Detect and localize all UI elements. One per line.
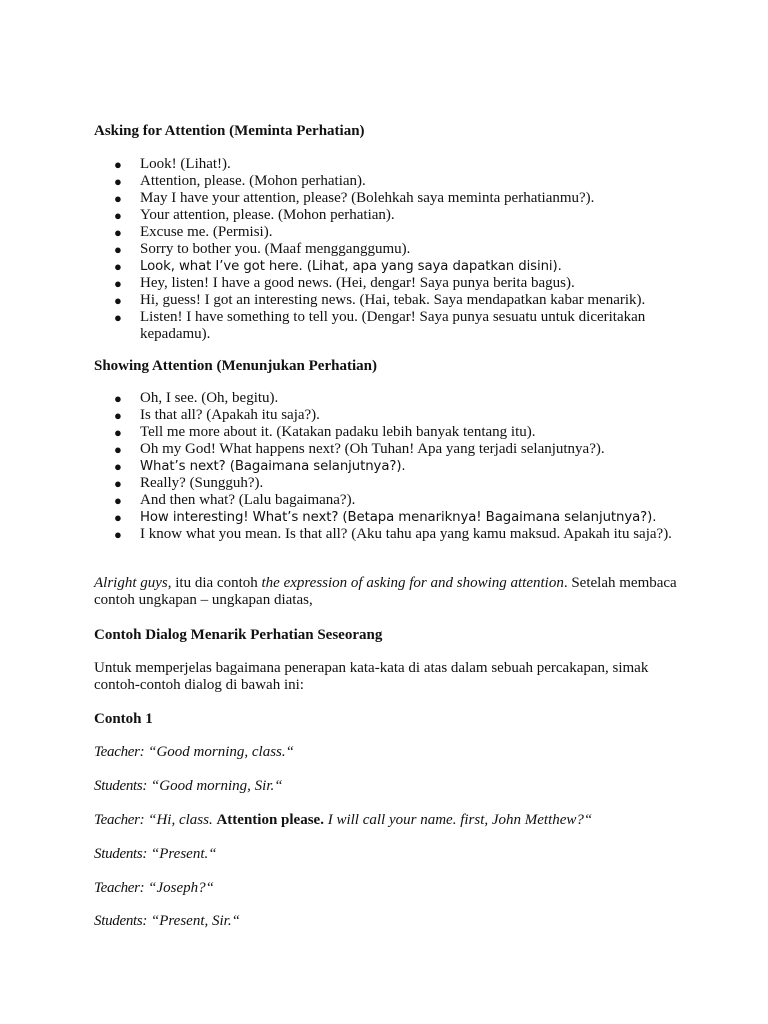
list-item: ● Is that all? (Apakah itu saja?).: [114, 407, 320, 423]
bullet-icon: ●: [114, 442, 122, 457]
dialog-line: Students: “Good morning, Sir.“: [94, 778, 283, 794]
bullet-icon: ●: [114, 225, 122, 240]
bullet-icon: ●: [114, 174, 122, 189]
bullet-icon: ●: [114, 493, 122, 508]
bullet-icon: ●: [114, 459, 122, 474]
dialog-line: Teacher: “Joseph?“: [94, 880, 214, 896]
bullet-icon: ●: [114, 391, 122, 406]
list-item: ● Really? (Sungguh?).: [114, 475, 264, 491]
list-item: ● Hey, listen! I have a good news. (Hei, dengar! Saya punya berita bagus).: [114, 275, 575, 291]
showing-attention-list: [94, 390, 684, 543]
bullet-icon: ●: [114, 208, 122, 223]
list-item: ● Attention, please. (Mohon perhatian).: [114, 173, 366, 189]
list-item: ● May I have your attention, please? (Bolehkah saya meminta perhatianmu?).: [114, 190, 595, 206]
intro-paragraph: Untuk memperjelas bagaimana penerapan kata-kata di atas dalam sebuah percakapan, simak contoh-contoh dialog di bawah ini:: [94, 660, 649, 693]
list-item: ● Look! (Lihat!).: [114, 156, 231, 172]
dialog-line: Teacher: “Good morning, class.“: [94, 744, 294, 760]
bullet-icon: ●: [114, 157, 122, 172]
bullet-icon: ●: [114, 259, 122, 274]
asking-attention-list: [94, 156, 684, 343]
bullet-icon: ●: [114, 242, 122, 257]
list-item: ● Sorry to bother you. (Maaf mengganggumu).: [114, 241, 411, 257]
list-item: ● And then what? (Lalu bagaimana?).: [114, 492, 356, 508]
dialog-line: Teacher: “Hi, class. Attention please. I will call your name. first, John Metthew?“: [94, 812, 593, 828]
list-item: ● Look, what I’ve got here. (Lihat, apa yang saya dapatkan disini).: [114, 259, 562, 274]
bullet-icon: ●: [114, 276, 122, 291]
bullet-icon: ●: [114, 408, 122, 423]
bullet-icon: ●: [114, 510, 122, 525]
list-item: ● Tell me more about it. (Katakan padaku lebih banyak tentang itu).: [114, 424, 536, 440]
bullet-icon: ●: [114, 310, 122, 325]
list-item: ● What’s next? (Bagaimana selanjutnya?).: [114, 459, 406, 474]
bullet-icon: ●: [114, 527, 122, 542]
list-item: ● I know what you mean. Is that all? (Aku tahu apa yang kamu maksud. Apakah itu saja?).: [114, 526, 672, 542]
bullet-icon: ●: [114, 293, 122, 308]
bullet-icon: ●: [114, 476, 122, 491]
heading-showing-attention: Showing Attention (Menunjukan Perhatian): [94, 358, 377, 374]
list-item: ● How interesting! What’s next? (Betapa menariknya! Bagaimana selanjutnya?).: [114, 510, 657, 525]
dialog-line: Students: “Present, Sir.“: [94, 913, 240, 929]
heading-asking-attention: Asking for Attention (Meminta Perhatian): [94, 123, 365, 139]
list-item: ● Oh my God! What happens next? (Oh Tuhan! Apa yang terjadi selanjutnya?).: [114, 441, 605, 457]
list-item: ● Listen! I have something to tell you. (Dengar! Saya punya sesuatu untuk diceritakan kepadamu).: [114, 309, 646, 342]
bullet-icon: ●: [114, 191, 122, 206]
dialog-line: Students: “Present.“: [94, 846, 217, 862]
list-item: ● Excuse me. (Permisi).: [114, 224, 273, 240]
list-item: ● Hi, guess! I got an interesting news. (Hai, tebak. Saya mendapatkan kabar menarik).: [114, 292, 646, 308]
bullet-icon: ●: [114, 425, 122, 440]
heading-contoh-1: Contoh 1: [94, 711, 153, 727]
heading-contoh-dialog: Contoh Dialog Menarik Perhatian Seseorang: [94, 627, 383, 643]
list-item: ● Your attention, please. (Mohon perhatian).: [114, 207, 395, 223]
list-item: ● Oh, I see. (Oh, begitu).: [114, 390, 279, 406]
summary-paragraph: Alright guys, itu dia contoh the expression of asking for and showing attention. Setelah membaca contoh ungkapan – ungkapan diatas,: [94, 575, 677, 608]
